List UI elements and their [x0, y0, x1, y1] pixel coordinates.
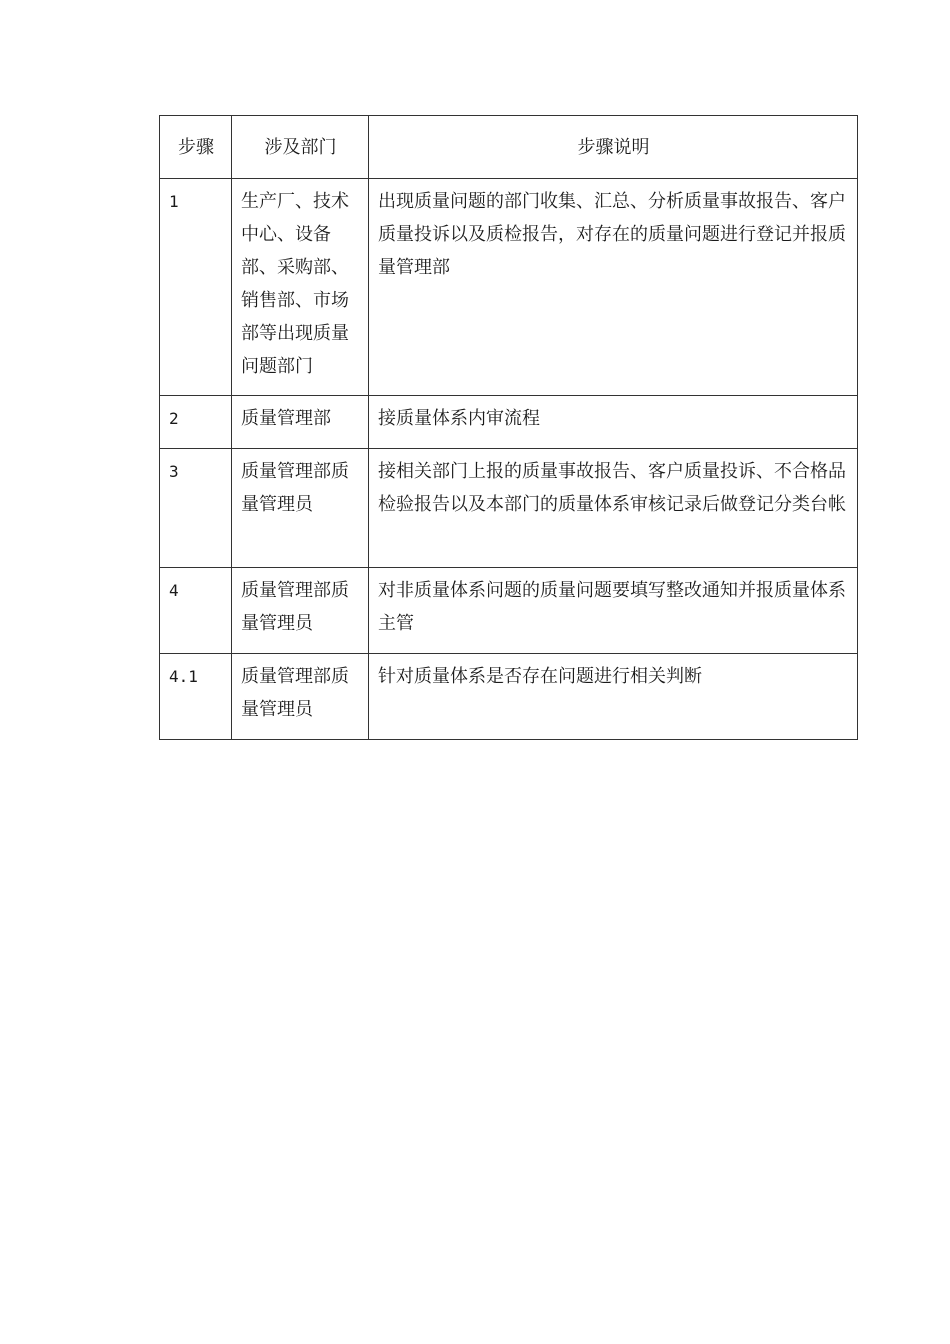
step-number: 2: [160, 396, 232, 449]
header-description: 步骤说明: [369, 116, 858, 179]
step-department: 生产厂、技术中心、设备部、采购部、销售部、市场部等出现质量问题部门: [232, 179, 369, 396]
header-department: 涉及部门: [232, 116, 369, 179]
step-number: 4: [160, 568, 232, 654]
step-description: 接质量体系内审流程: [369, 396, 858, 449]
table-row: [160, 179, 858, 396]
step-description: 对非质量体系问题的质量问题要填写整改通知并报质量体系主管: [369, 568, 858, 654]
table-row: [160, 449, 858, 568]
step-description: 接相关部门上报的质量事故报告、客户质量投诉、不合格品检验报告以及本部门的质量体系审核记录后做登记分类台帐: [369, 449, 858, 568]
table-row: [160, 654, 858, 740]
step-description: 针对质量体系是否存在问题进行相关判断: [369, 654, 858, 740]
process-steps-table: [159, 115, 858, 740]
step-department: 质量管理部质量管理员: [232, 449, 369, 568]
step-department: 质量管理部: [232, 396, 369, 449]
step-department: 质量管理部质量管理员: [232, 568, 369, 654]
step-number: 3: [160, 449, 232, 568]
table-row: [160, 396, 858, 449]
step-number: 1: [160, 179, 232, 396]
step-number: 4.1: [160, 654, 232, 740]
table-row: [160, 568, 858, 654]
step-department: 质量管理部质量管理员: [232, 654, 369, 740]
table-header-row: [160, 116, 858, 179]
header-step: 步骤: [160, 116, 232, 179]
step-description: 出现质量问题的部门收集、汇总、分析质量事故报告、客户质量投诉以及质检报告，对存在的质量问题进行登记并报质量管理部: [369, 179, 858, 396]
